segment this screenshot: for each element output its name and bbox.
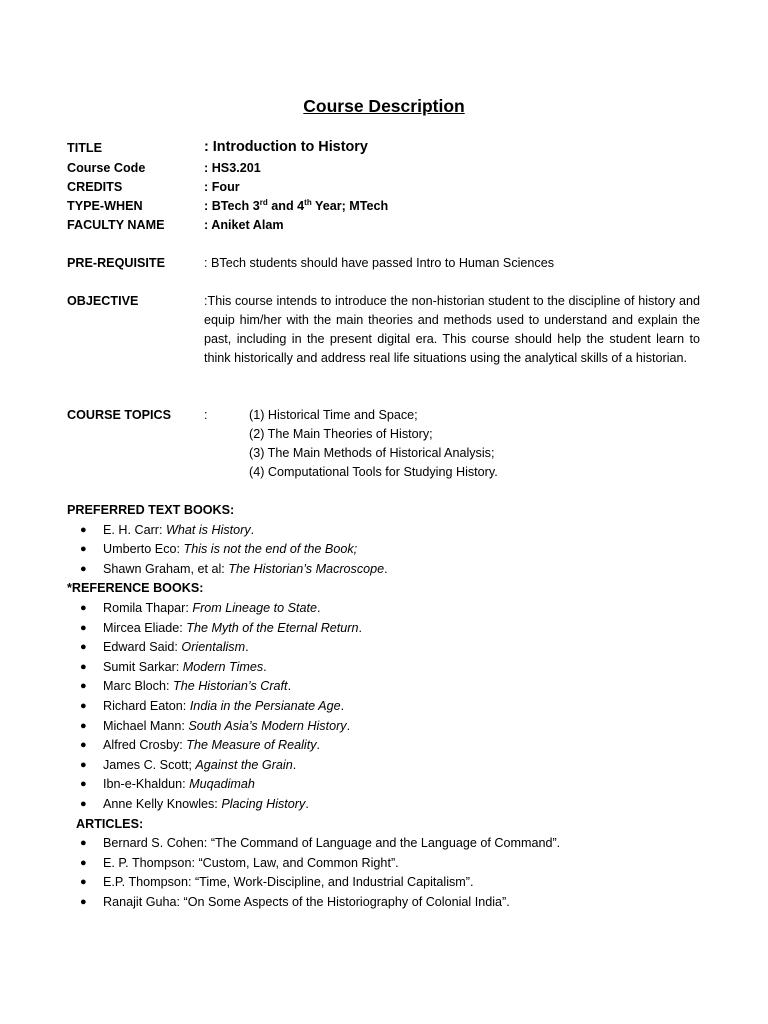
field-label: Course Code (67, 161, 146, 175)
field-credits (67, 178, 703, 198)
reference-books-list (67, 599, 707, 815)
type-prefix: : BTech 3 (204, 199, 260, 213)
field-label: PRE-REQUISITE (67, 256, 165, 270)
bullet-icon: ● (80, 719, 87, 732)
field-label: CREDITS (67, 180, 123, 194)
list-item (67, 854, 707, 874)
bullet-icon: ● (80, 601, 87, 614)
field-value (204, 197, 388, 217)
field-value: : BTech students should have passed Intro to Human Sciences (204, 256, 555, 270)
item-author: James C. Scott; (103, 757, 196, 772)
item-end: . (305, 796, 309, 811)
item-work: India in the Persianate Age (189, 698, 341, 713)
item-author: Richard Eaton: (103, 698, 190, 713)
field-value: : Introduction to History (204, 139, 368, 155)
field-label: TITLE (67, 141, 102, 155)
item-work: This is not the end of the Book; (183, 542, 358, 557)
item-author: Romila Thapar: (103, 600, 193, 615)
list-item (67, 619, 707, 639)
item-author: Alfred Crosby: (103, 738, 187, 753)
list-item (67, 677, 707, 697)
item-author: E. H. Carr: (103, 522, 166, 537)
text-books-heading: PREFERRED TEXT BOOKS: (67, 503, 235, 517)
item-author: Sumit Sarkar: (103, 659, 183, 674)
list-item (67, 697, 707, 717)
topics-colon: : (204, 408, 208, 422)
type-sup-rd: rd (259, 197, 268, 207)
item-author: Marc Bloch: (103, 679, 173, 694)
field-prerequisite (67, 254, 703, 274)
item-end: . (340, 698, 345, 713)
list-item (67, 717, 707, 737)
topic-item: (1) Historical Time and Space; (249, 408, 418, 422)
list-item (67, 521, 707, 541)
item-author: E.P. Thompson: (103, 875, 195, 890)
item-author: Anne Kelly Knowles: (103, 796, 222, 811)
field-label: COURSE TOPICS (67, 408, 172, 422)
articles-list (67, 834, 707, 912)
list-item (67, 775, 707, 795)
item-work: The Historian’s Craft (173, 679, 288, 694)
bullet-icon: ● (80, 543, 87, 556)
bullet-icon: ● (80, 523, 87, 536)
type-sup-th: th (304, 197, 312, 207)
item-author: E. P. Thompson: (103, 855, 199, 870)
item-author: Umberto Eco: (103, 542, 184, 557)
topic-item: (3) The Main Methods of Historical Analysis; (249, 446, 495, 461)
item-text: “On Some Aspects of the Historiography of Colonial India”. (183, 894, 510, 909)
bullet-icon: ● (80, 758, 87, 771)
bullet-icon: ● (80, 837, 87, 850)
item-work: The Historian’s Macroscope (228, 561, 385, 576)
field-value: : Aniket Alam (204, 218, 284, 232)
item-end: . (346, 718, 351, 733)
field-value: : Four (204, 180, 240, 194)
topic-item: (4) Computational Tools for Studying History. (249, 465, 498, 480)
bullet-icon: ● (80, 876, 87, 889)
item-author: Shawn Graham, et al: (103, 561, 229, 576)
bullet-icon: ● (80, 739, 87, 752)
item-work: Modern Times (182, 659, 264, 674)
text-books-list (67, 521, 707, 580)
reference-books-heading: *REFERENCE BOOKS: (67, 581, 204, 596)
field-label: TYPE-WHEN (67, 199, 143, 213)
item-end: . (250, 522, 255, 537)
list-item (67, 795, 707, 815)
topics-list (249, 406, 498, 482)
item-end: . (384, 561, 388, 576)
item-work: Orientalism (181, 640, 246, 655)
bibliography (67, 501, 707, 912)
item-end: . (245, 640, 249, 655)
type-mid: and 4 (267, 199, 305, 213)
bullet-icon: ● (80, 621, 87, 634)
item-end: . (287, 679, 292, 694)
field-course-topics (67, 406, 703, 486)
bullet-icon: ● (80, 895, 87, 908)
field-title (67, 139, 703, 159)
type-suffix: Year; MTech (311, 199, 389, 213)
item-end: . (358, 620, 362, 635)
item-author: Edward Said: (103, 640, 182, 655)
bullet-icon: ● (80, 660, 87, 673)
page-title: Course Description (303, 96, 465, 116)
item-work: From Lineage to State (192, 600, 317, 615)
item-work: The Measure of Reality (186, 738, 317, 753)
list-item (67, 834, 707, 854)
item-end: . (292, 757, 297, 772)
field-objective (67, 292, 703, 388)
list-item (67, 756, 707, 776)
item-author: Ranajit Guha: (103, 894, 184, 909)
item-end: . (316, 600, 321, 615)
objective-text: :This course intends to introduce the non-historian student to the discipline of history and equip him/her with the main theories and methods used to understand and explain the past, including in the present digital era. This course should help the student learn to think historically and address real life situations using the analytical skills of a historian. (204, 294, 700, 366)
field-course-code (67, 159, 703, 179)
bullet-icon: ● (80, 856, 87, 869)
list-item (67, 736, 707, 756)
list-item (67, 893, 707, 913)
item-author: Bernard S. Cohen: (103, 836, 211, 851)
item-end: . (316, 738, 320, 753)
field-value: : HS3.201 (204, 161, 261, 175)
item-work: Muqadimah (189, 777, 255, 792)
item-work: Against the Grain (195, 757, 293, 772)
item-author: Mircea Eliade: (103, 620, 187, 635)
bullet-icon: ● (80, 797, 87, 810)
bullet-icon: ● (80, 562, 87, 575)
item-work: Placing History (221, 796, 306, 811)
item-text: “Custom, Law, and Common Right”. (198, 855, 399, 870)
list-item (67, 560, 707, 580)
field-label: OBJECTIVE (67, 294, 139, 308)
item-author: Ibn-e-Khaldun: (103, 777, 190, 792)
list-item (67, 658, 707, 678)
list-item (67, 873, 707, 893)
list-item (67, 638, 707, 658)
field-faculty (67, 216, 703, 236)
bullet-icon: ● (80, 680, 87, 693)
topic-item: (2) The Main Theories of History; (249, 427, 433, 442)
list-item (67, 599, 707, 619)
list-item (67, 540, 707, 560)
field-label: FACULTY NAME (67, 218, 165, 232)
articles-heading: ARTICLES: (76, 816, 144, 831)
bullet-icon: ● (80, 778, 87, 791)
bullet-icon: ● (80, 699, 87, 712)
bullet-icon: ● (80, 641, 87, 654)
item-text: “Time, Work-Discipline, and Industrial Capitalism”. (194, 875, 474, 890)
field-type-when (67, 197, 703, 217)
item-work: The Myth of the Eternal Return (186, 620, 359, 635)
item-work: South Asia’s Modern History (188, 718, 347, 733)
item-text: “The Command of Language and the Language of Command”. (210, 836, 561, 851)
item-end: . (263, 659, 267, 674)
item-work: What is History (165, 522, 251, 537)
item-author: Michael Mann: (103, 718, 189, 733)
